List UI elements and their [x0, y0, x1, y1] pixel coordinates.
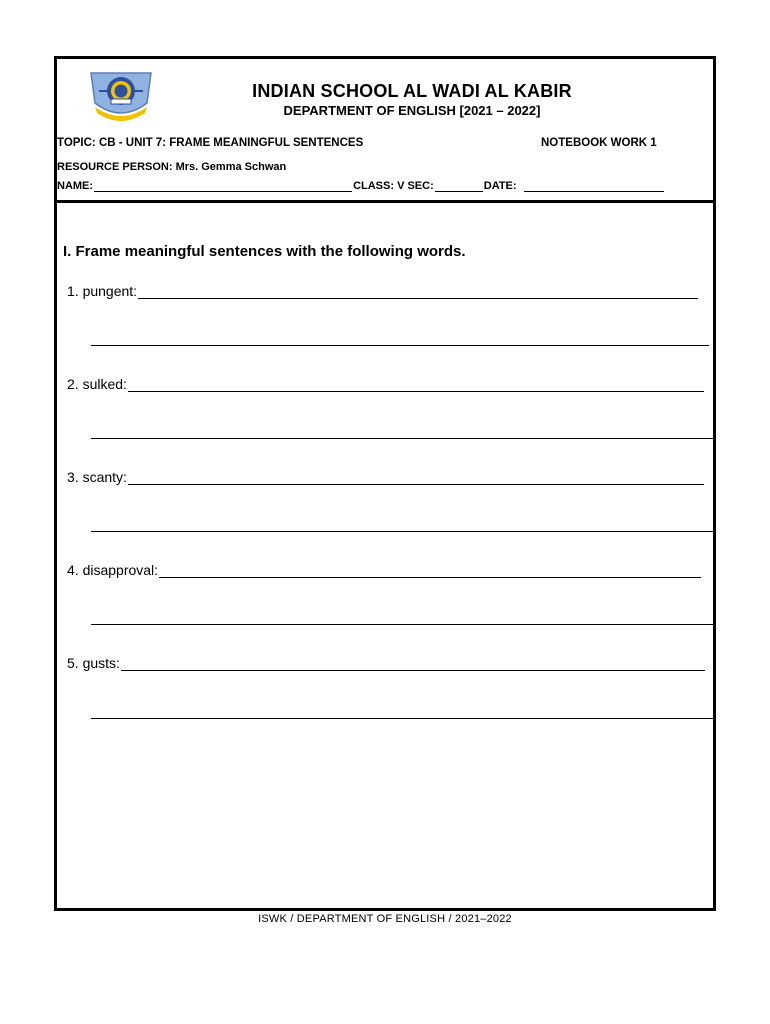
- section-heading: I. Frame meaningful sentences with the following words.: [63, 243, 466, 260]
- date-field[interactable]: [524, 180, 664, 192]
- topic-label: TOPIC: CB - UNIT 7: FRAME MEANINGFUL SENTENCES: [57, 137, 364, 149]
- answer-line[interactable]: [138, 284, 698, 299]
- question-4: [67, 562, 701, 578]
- worksheet-header: [57, 59, 713, 203]
- question-label: 3. scanty:: [67, 469, 127, 485]
- question-label: 1. pungent:: [67, 283, 138, 299]
- class-label: CLASS: V SEC:: [353, 180, 434, 192]
- question-label: 2. sulked:: [67, 376, 127, 392]
- question-5: [67, 655, 705, 671]
- answer-line-continuation[interactable]: [91, 717, 713, 719]
- answer-line-continuation[interactable]: [91, 344, 709, 346]
- answer-line[interactable]: [159, 563, 701, 578]
- answer-line[interactable]: [121, 656, 705, 671]
- notebook-work-label: NOTEBOOK WORK 1: [541, 137, 657, 149]
- answer-line-continuation[interactable]: [91, 437, 713, 439]
- department-title: DEPARTMENT OF ENGLISH [2021 – 2022]: [283, 103, 541, 118]
- student-details-row: [57, 180, 665, 192]
- worksheet-frame: [54, 56, 716, 911]
- name-field[interactable]: [94, 180, 352, 192]
- answer-line-continuation[interactable]: [91, 530, 713, 532]
- question-label: 4. disapproval:: [67, 562, 159, 578]
- date-label: DATE:: [483, 180, 517, 192]
- school-name: INDIAN SCHOOL AL WADI AL KABIR: [252, 81, 572, 101]
- school-crest-logo: [87, 67, 155, 125]
- answer-line[interactable]: [128, 470, 704, 485]
- name-label: NAME:: [57, 180, 94, 192]
- answer-line-continuation[interactable]: [91, 623, 713, 625]
- answer-line[interactable]: [128, 377, 704, 392]
- question-label: 5. gusts:: [67, 655, 120, 671]
- section-field[interactable]: [435, 180, 483, 192]
- resource-person: RESOURCE PERSON: Mrs. Gemma Schwan: [57, 161, 287, 173]
- question-3: [67, 469, 704, 485]
- page-footer: ISWK / DEPARTMENT OF ENGLISH / 2021–2022: [258, 913, 512, 925]
- question-1: [67, 283, 698, 299]
- question-2: [67, 376, 704, 392]
